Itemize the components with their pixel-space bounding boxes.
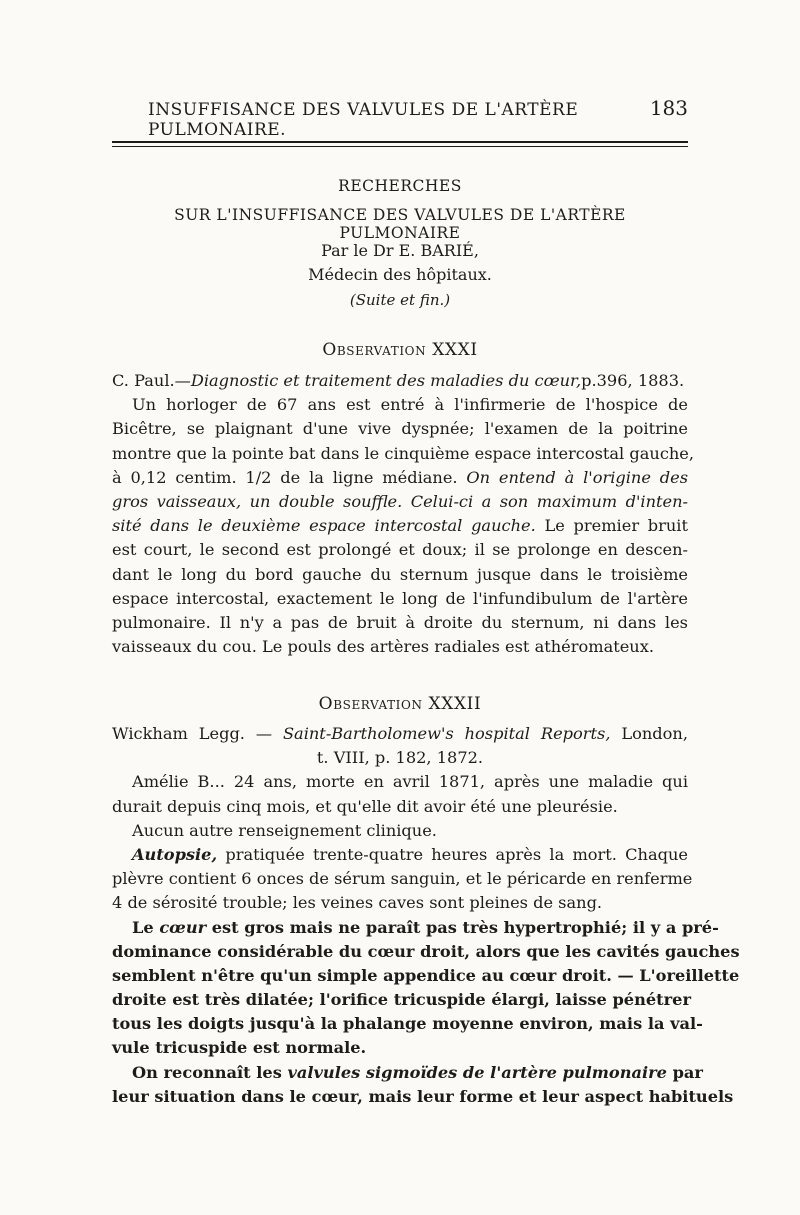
text-line: à 0,12 centim. 1/2 de la ligne médiane. On entend à l'origine des [112,467,689,487]
author-role: Médecin des hôpitaux. [308,265,492,284]
article-title-line2: SUR L'INSUFFISANCE DES VALVULES DE L'ARTÈRE PULMONAIRE [174,206,626,242]
text-line: plèvre contient 6 onces de sérum sanguin, et le péricarde en renferme [112,869,693,889]
observation-31-title: Observation XXXI [322,340,478,360]
text-line: gros vaisseaux, un double souffle. Celui-ci a son maximum d'inten- [112,491,688,511]
text-line: Un horloger de 67 ans est entré à l'infirmerie de l'hospice de [132,395,688,415]
text-line: tous les doigts jusqu'à la phalange moyenne environ, mais la val- [112,1014,703,1034]
observation-32-body [112,722,740,1109]
running-head [148,96,688,140]
text-line: Le cœur est gros mais ne paraît pas très hypertrophié; il y a pré- [132,917,719,937]
text-line: leur situation dans le cœur, mais leur forme et leur aspect habituels [112,1086,734,1106]
obs31-source: C. Paul.—Diagnostic et traitement des maladies du cœur,p.396, 1883. [112,371,685,390]
text-line: pulmonaire. Il n'y a pas de bruit à droite du sternum, ni dans les [112,612,688,632]
text-line: Aucun autre renseignement clinique. [132,820,437,840]
continuation-note: (Suite et fin.) [349,291,451,309]
article-title-line1: RECHERCHES [338,177,462,195]
text-line: Autopsie, pratiquée trente-quatre heures après la mort. Chaque [132,844,688,864]
observation-31-body [112,369,695,659]
page-number: 183 [649,96,688,120]
text-line: vule tricuspide est normale. [112,1038,367,1058]
observation-32-title: Observation XXXII [318,694,482,714]
text-line: dominance considérable du cœur droit, alors que les cavités gauches [112,941,740,961]
text-line: semblent n'être qu'un simple appendice au cœur droit. — L'oreillette [112,965,740,985]
running-head-title: INSUFFISANCE DES VALVULES DE L'ARTÈRE PULMONAIRE. [148,100,579,140]
text-line: vaisseaux du cou. Le pouls des artères radiales est athéromateux. [112,637,655,657]
text-line: dant le long du bord gauche du sternum jusque dans le troisième [112,564,688,584]
header-rule-thin [112,146,688,147]
text-line: sité dans le deuxième espace intercostal gauche. Le premier bruit [112,516,688,536]
header-rule-thick [112,141,688,143]
text-line: est court, le second est prolongé et doux; il se prolonge en descen- [112,540,688,560]
text-line: droite est très dilatée; l'orifice tricuspide élargi, laisse pénétrer [112,990,692,1010]
text-line: 4 de sérosité trouble; les veines caves sont pleines de sang. [112,893,603,913]
text-line: Bicêtre, se plaignant d'une vive dyspnée; l'examen de la poitrine [112,419,688,439]
text-line: montre que la pointe bat dans le cinquième espace intercostal gauche, [112,443,695,463]
text-line: espace intercostal, exactement le long de l'infundibulum de l'artère [112,588,688,608]
text-line: On reconnaît les valvules sigmoïdes de l'artère pulmonaire par [132,1062,703,1082]
obs32-source: Wickham Legg. — Saint-Bartholomew's hospital Reports, London, [112,724,688,743]
obs32-source-ref: t. VIII, p. 182, 1872. [316,748,484,768]
text-line: durait depuis cinq mois, et qu'elle dit avoir été une pleurésie. [112,796,618,816]
text-line: Amélie B... 24 ans, morte en avril 1871, après une maladie qui [132,772,688,792]
article-byline: Par le Dr E. BARIÉ, [321,241,479,260]
